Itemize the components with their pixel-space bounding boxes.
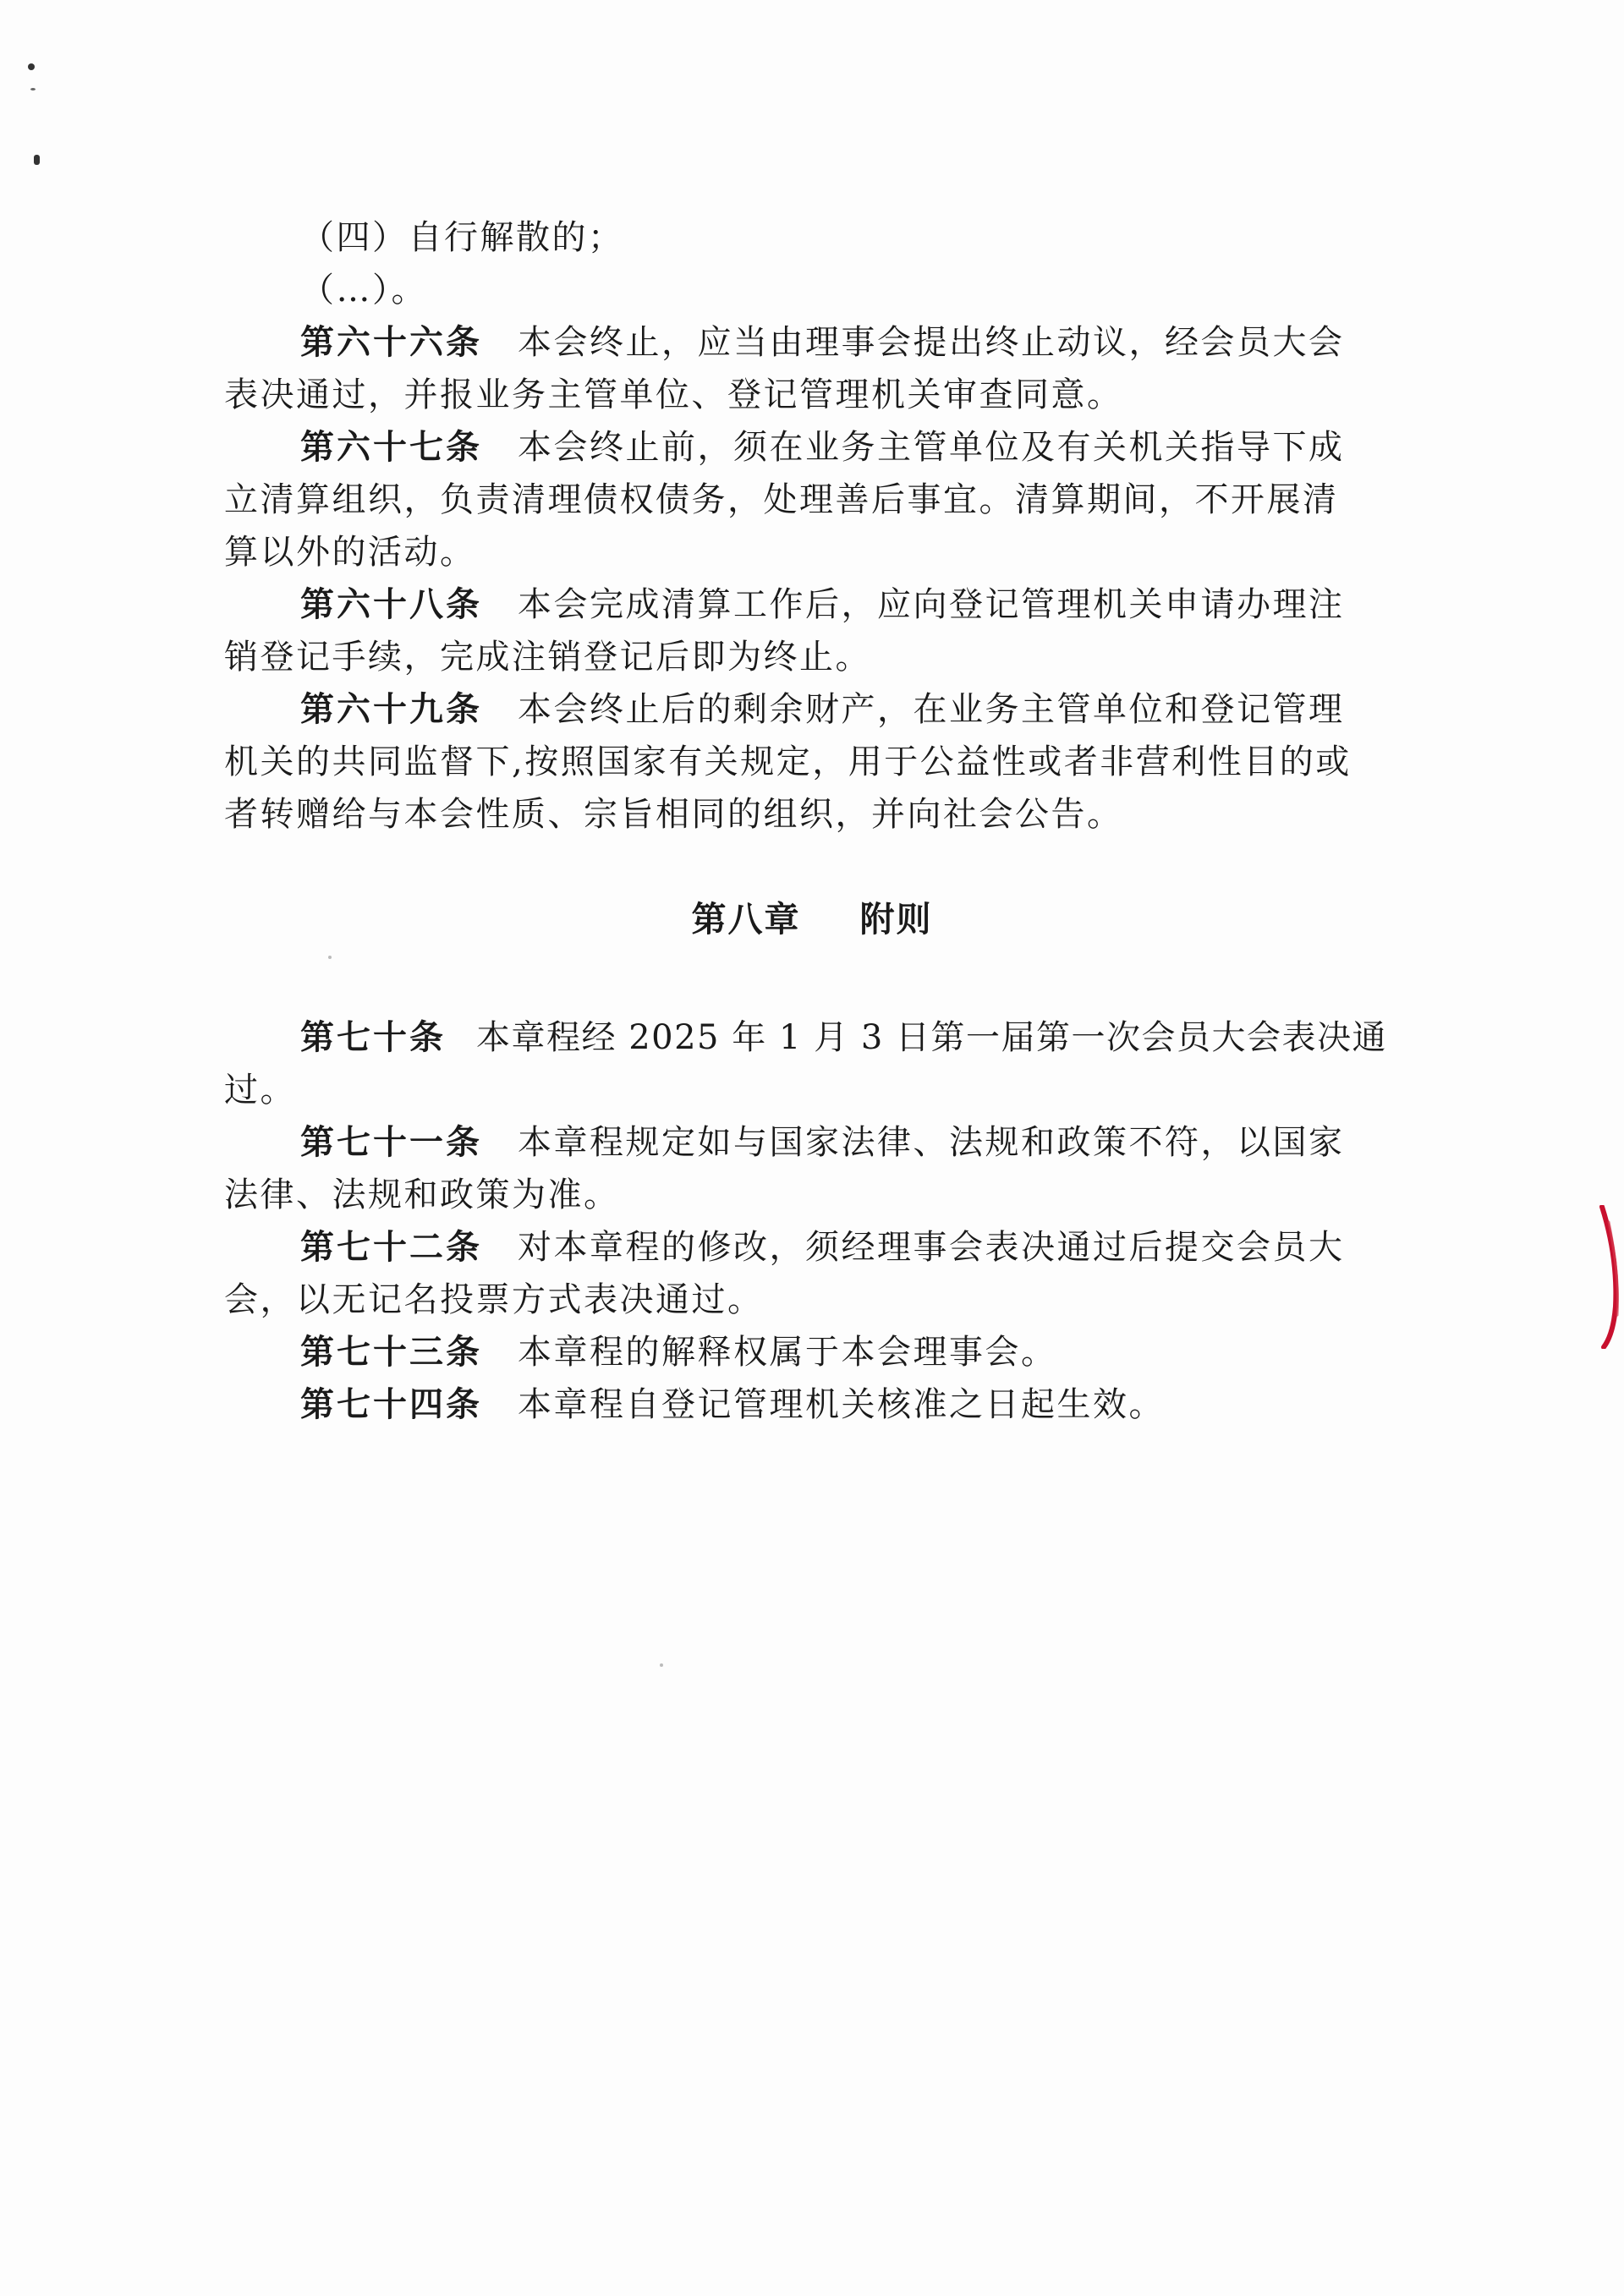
article-74 [224,1378,1434,1431]
article-label: 第七十四条 [300,1384,482,1424]
article-text: 对本章程的修改，须经理事会表决通过后提交会员大 [518,1228,1345,1267]
article-first-line [224,683,1434,736]
chapter-title: 附则 [859,899,933,940]
article-70 [224,1011,1434,1116]
article-first-line [224,1378,1434,1431]
article-first-line [224,1116,1434,1169]
chapter-heading [224,893,1434,945]
article-first-line [224,1011,1434,1064]
article-68 [224,578,1434,683]
article-67 [224,421,1434,578]
article-continuation-line: 销登记手续，完成注销登记后即为终止。 [224,638,871,677]
article-label: 第六十六条 [300,322,482,362]
article-text: 本会终止前，须在业务主管单位及有关机关指导下成 [518,428,1345,467]
document-body [224,211,1434,1431]
article-69 [224,683,1434,841]
list-item-line: （…）。 [300,271,427,310]
article-continuation-line: 过。 [224,1071,296,1110]
chapter-number: 第八章 [691,899,801,940]
article-first-line [224,421,1434,474]
article-text: 本章程的解释权属于本会理事会。 [518,1333,1057,1372]
article-text: 本章程规定如与国家法律、法规和政策不符，以国家 [518,1123,1345,1162]
scan-mark-middle [30,88,36,90]
article-72 [224,1221,1434,1326]
scan-mark-bottom [34,155,40,165]
list-item-line: （四）自行解散的； [300,218,624,257]
article-label: 第七十二条 [300,1227,482,1267]
article-continuation-line: 者转赠给与本会性质、宗旨相同的组织，并向社会公告。 [224,795,1123,834]
article-text: 本会终止后的剩余财产，在业务主管单位和登记管理 [518,690,1345,729]
article-66 [224,316,1434,421]
article-label: 第六十九条 [300,689,482,729]
scan-mark-top [28,63,35,70]
article-continuation-line: 法律、法规和政策为准。 [224,1175,620,1214]
article-continuation-line: 立清算组织，负责清理债权债务，处理善后事宜。清算期间，不开展清 [224,480,1339,519]
article-text: 本章程经 2025 年 1 月 3 日第一届第一次会员大会表决通 [476,1018,1387,1057]
article-first-line [224,1221,1434,1274]
article-continuation-line: 会，以无记名投票方式表决通过。 [224,1280,764,1319]
article-continuation-line: 机关的共同监督下,按照国家有关规定，用于公益性或者非营利性目的或 [224,743,1352,781]
article-73 [224,1326,1434,1378]
article-continuation-line: 算以外的活动。 [224,533,476,572]
article-first-line [224,316,1434,369]
article-label: 第七十一条 [300,1122,482,1162]
article-continuation-line: 表决通过，并报业务主管单位、登记管理机关审查同意。 [224,375,1123,414]
article-first-line [224,578,1434,631]
article-label: 第七十三条 [300,1332,482,1372]
article-first-line [224,1326,1434,1378]
article-label: 第六十八条 [300,584,482,624]
scan-speck [660,1663,663,1667]
article-label: 第六十七条 [300,427,482,467]
article-label: 第七十条 [300,1017,446,1057]
article-text: 本会完成清算工作后，应向登记管理机关申请办理注 [518,585,1345,624]
article-text: 本会终止，应当由理事会提出终止动议，经会员大会 [518,323,1345,362]
red-seal-edge [1597,1205,1622,1349]
article-text: 本章程自登记管理机关核准之日起生效。 [518,1385,1165,1424]
article-71 [224,1116,1434,1221]
